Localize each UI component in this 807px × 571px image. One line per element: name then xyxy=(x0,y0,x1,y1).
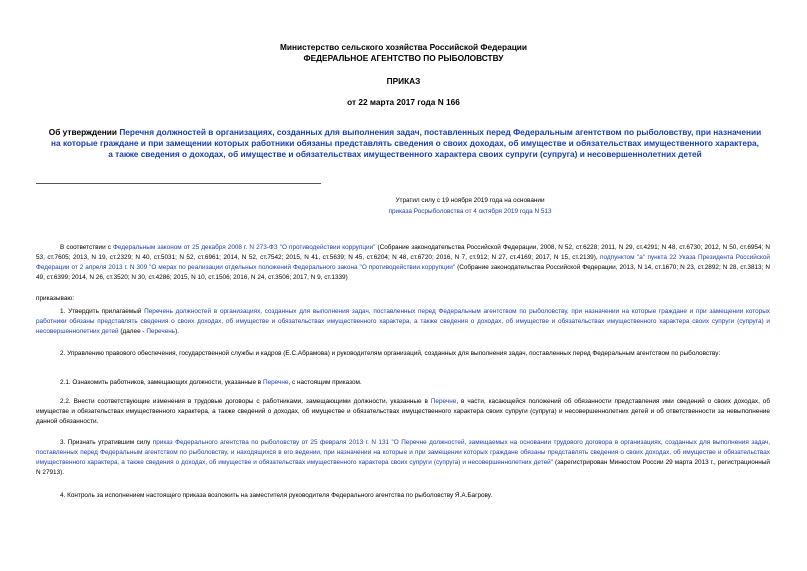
document-title xyxy=(48,127,762,160)
preamble-text-2: (Собрание законодательства Российской Федерации, 2008, N 52, ст.6228; 2011, N 29, ст.4291; N 48, ст.6730; 2012, N 50, ст.6954; N 53, ст.7605; 2013, N 19, ст.2329; N 40, ст.5031; N 52, ст.6961; 2014, N 52, ст.7542; 2015, N 41, ст.5639; N 45, ст.6204; N 48, ст.6720; 2016, N 7, ст.912; N 27, ст.4169; 2017, N 15, ст.2139), xyxy=(36,244,770,261)
list-link-2-1[interactable]: Перечне xyxy=(262,379,289,386)
document-type: ПРИКАЗ xyxy=(386,76,421,86)
list-link-2-2[interactable]: Перечне xyxy=(430,398,457,405)
preamble-paragraph xyxy=(36,243,770,283)
agency-name: ФЕДЕРАЛЬНОЕ АГЕНТСТВО ПО РЫБОЛОВСТВУ xyxy=(303,53,504,63)
preamble-text-1: В соответствии с xyxy=(60,244,113,251)
list-link[interactable]: Перечень должностей в организациях, созданных для выполнения задач, поставленных перед Федеральным агентством по рыболовству, при назначении на которые граждане и при замещении которых работники обязаны представлять сведения о своих доходах, об имуществе и обязательствах имущественного характера, а также сведения о доходах, об имуществе и обязательствах имущественного характера своих супруги (супруга) и несовершеннолетних детей xyxy=(36,308,770,335)
item-2-2-text-2: , в части, касающейся положений об обязанности представления ими сведений о своих доходах, об имуществе и обязательствах имущественного характера, а также сведений о доходах, об имуществе и обязательствах имущественного характера своих супруги (супруга) и несовершеннолетних детей и об ответственности за невыполнение данной обязанности. xyxy=(36,398,770,425)
item-4: 4. Контроль за исполнением настоящего приказа возложить на заместителя руководителя Федерального агентства по рыболовству Я.А.Багрову. xyxy=(60,492,493,499)
item-2-2 xyxy=(36,397,770,427)
item-3-text-1: 3. Признать утратившим силу xyxy=(60,439,153,446)
ministry-name: Министерство сельского хозяйства Российской Федерации xyxy=(280,42,527,52)
item-2-1-text-1: 2.1. Ознакомить работников, замещающих должности, указанные в xyxy=(60,379,263,386)
status-note-line1: Утратил силу с 19 ноября 2019 года на основании xyxy=(395,197,545,204)
item-1 xyxy=(36,307,770,337)
order-word: приказываю: xyxy=(36,295,74,302)
title-prefix: Об утверждении xyxy=(48,127,120,137)
item-1-text-1: 1. Утвердить прилагаемый xyxy=(60,308,145,315)
item-1-text-3: ). xyxy=(175,328,180,335)
divider xyxy=(36,183,321,184)
federal-law-link[interactable]: Федеральным законом от 25 декабря 2008 г. N 273-ФЗ "О противодействии коррупции" xyxy=(113,244,376,251)
document-date-number: от 22 марта 2017 года N 166 xyxy=(347,97,460,107)
decree-link[interactable]: подпунктом "а" пункта 22 Указа Президента Российской Федерации от 2 апреля 2013 г. N 309 "О мерах по реализации отдельных положений Федерального закона "О противодействии коррупции" xyxy=(36,254,771,271)
preamble-text-3: (Собрание законодательства Российской Федерации, 2013, N 14, ст.1670; N 23, ст.2892; N 28, ст.3813; N 49, ст.6399; 2014, N 26, ст.3520; N 30, ст.4286; 2015, N 10, ст.1506; 2016, N 24, ст.3506; 2017, N 9, ст.1339) xyxy=(36,264,770,281)
repealed-order-link[interactable]: приказ Федерального агентства по рыболовству от 25 февраля 2013 г. N 131 "О Перечне должностей, замещаемых на основании трудового договора в организациях, созданных для выполнения задач, поставленных перед Федеральным агентством по рыболовству, и находящихся в его ведении, при назначении на которые и при замещении которых граждане обязаны представлять сведения о своих доходах, об имуществе и обязательствах имущественного характера, а также сведения о доходах, об имуществе и обязательствах имущественного характера своих супруги (супруга) и несовершеннолетних детей" xyxy=(36,439,770,466)
item-3 xyxy=(36,438,770,478)
item-2-2-text-1: 2.2. Внести соответствующие изменения в трудовые договоры с работниками, замещающими должности, указанные в xyxy=(60,398,431,405)
item-2: 2. Управлению правового обеспечения, государственной службы и кадров (Е.С.Абрамова) и руководителям организаций, созданных для выполнения задач, поставленных перед Федеральным агентством по рыболовству: xyxy=(60,350,721,357)
list-short-link[interactable]: Перечень xyxy=(146,328,176,335)
item-2-1 xyxy=(36,378,770,388)
item-3-text-2: (зарегистрирован Минюстом России 29 марта 2013 г., регистрационный N 27913). xyxy=(36,459,770,476)
title-link[interactable]: Перечня должностей в организациях, созданных для выполнения задач, поставленных перед Федеральным агентством по рыболовству, при назначении на которые граждане и при замещении которых работники обязаны представлять сведения о своих доходах, об имуществе и обязательствах имущественного характера, а также сведения о доходах, об имуществе и обязательствах имущественного характера своих супруги (супруга) и несовершеннолетних детей xyxy=(51,127,762,159)
status-note-link[interactable]: приказа Росрыболовства от 4 октября 2019 года N 513 xyxy=(388,208,552,215)
item-2-1-text-2: , с настоящим приказом. xyxy=(288,379,362,386)
item-1-text-2: (далее - xyxy=(118,328,147,335)
